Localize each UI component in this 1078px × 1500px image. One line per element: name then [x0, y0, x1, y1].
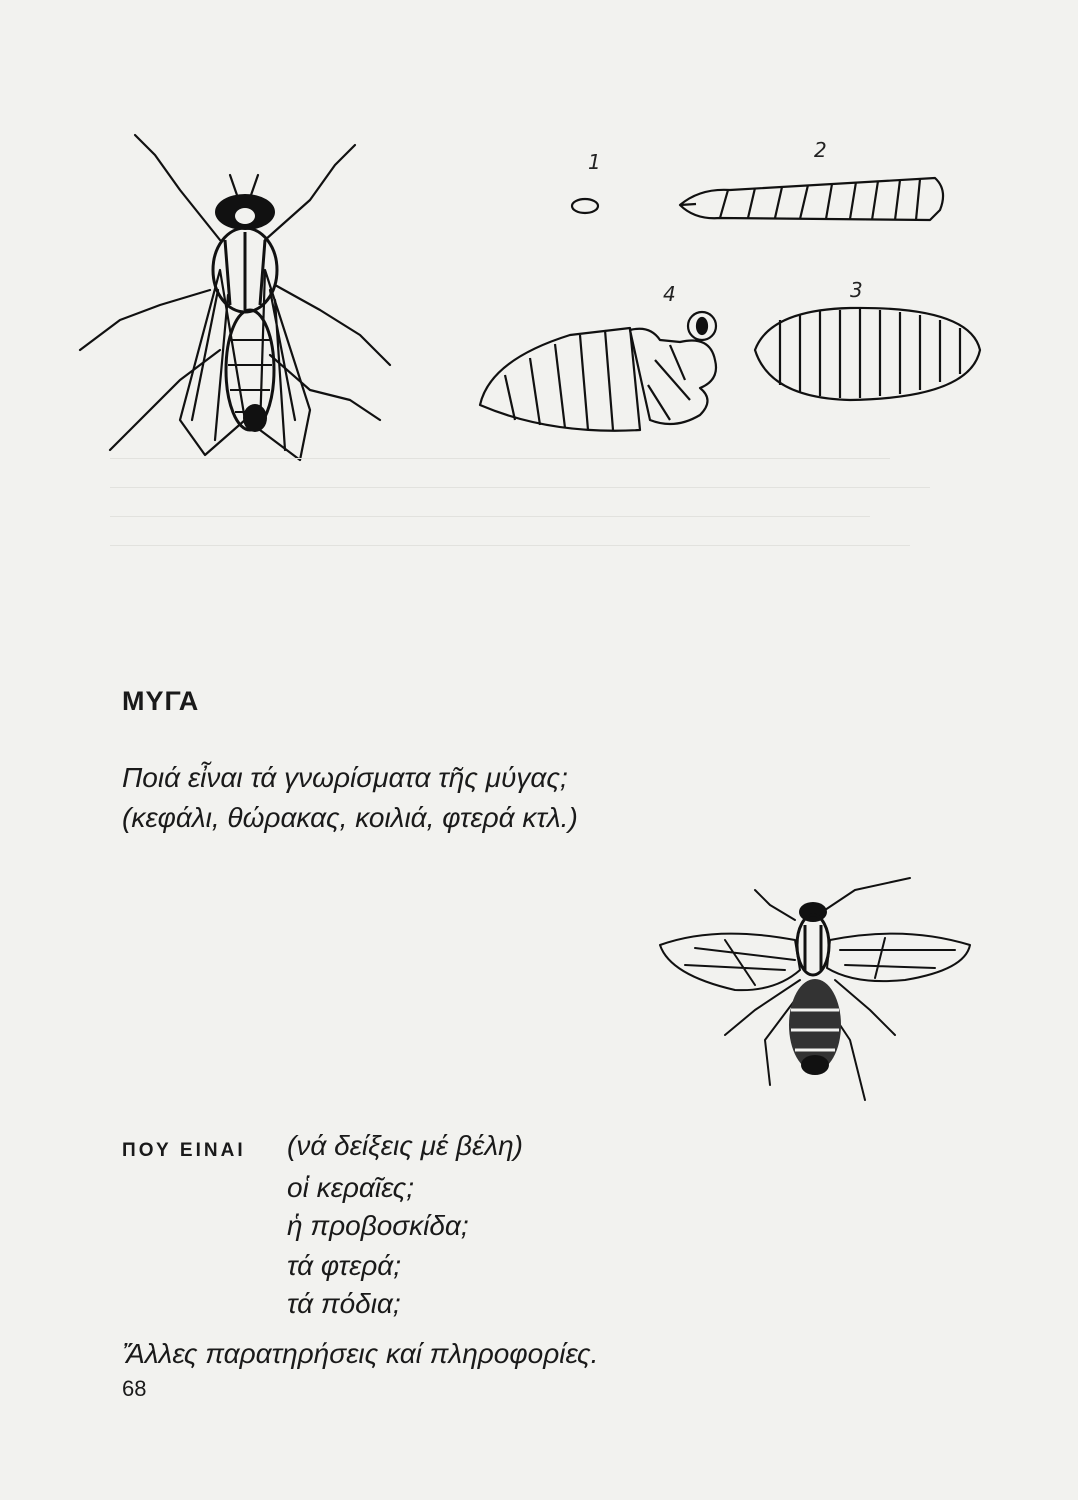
- stage-label-1: 1: [588, 150, 601, 174]
- stage-label-3: 3: [850, 278, 863, 302]
- stage-label-2: 2: [814, 138, 827, 162]
- bleed-through-texture: [110, 430, 970, 546]
- stage-label-4: 4: [663, 282, 676, 306]
- winged-fly-illustration: [655, 870, 975, 1110]
- section-title: ΜΥΓΑ: [122, 686, 200, 716]
- question-line-1: Ποιά εἶναι τά γνωρίσματα τῆς μύγας;: [122, 762, 568, 793]
- question-line-2: (κεφάλι, θώρακας, κοιλιά, φτερά κτλ.): [122, 802, 578, 833]
- part-proboscis: ἡ προβοσκίδα;: [287, 1210, 469, 1241]
- part-legs: τά πόδια;: [287, 1288, 401, 1319]
- where-is-instruction: (νά δείξεις μέ βέλη): [287, 1130, 523, 1161]
- part-wings: τά φτερά;: [287, 1250, 402, 1281]
- page-number: 68: [122, 1376, 147, 1401]
- where-is-label: ΠΟΥ ΕΙΝΑΙ: [122, 1140, 246, 1161]
- part-antennae: οἱ κεραῖες;: [287, 1172, 415, 1203]
- fly-life-cycle-illustration: [470, 130, 990, 440]
- house-fly-illustration: [70, 120, 410, 470]
- other-observations-prompt: Ἄλλες παρατηρήσεις καί πληροφορίες.: [122, 1338, 599, 1369]
